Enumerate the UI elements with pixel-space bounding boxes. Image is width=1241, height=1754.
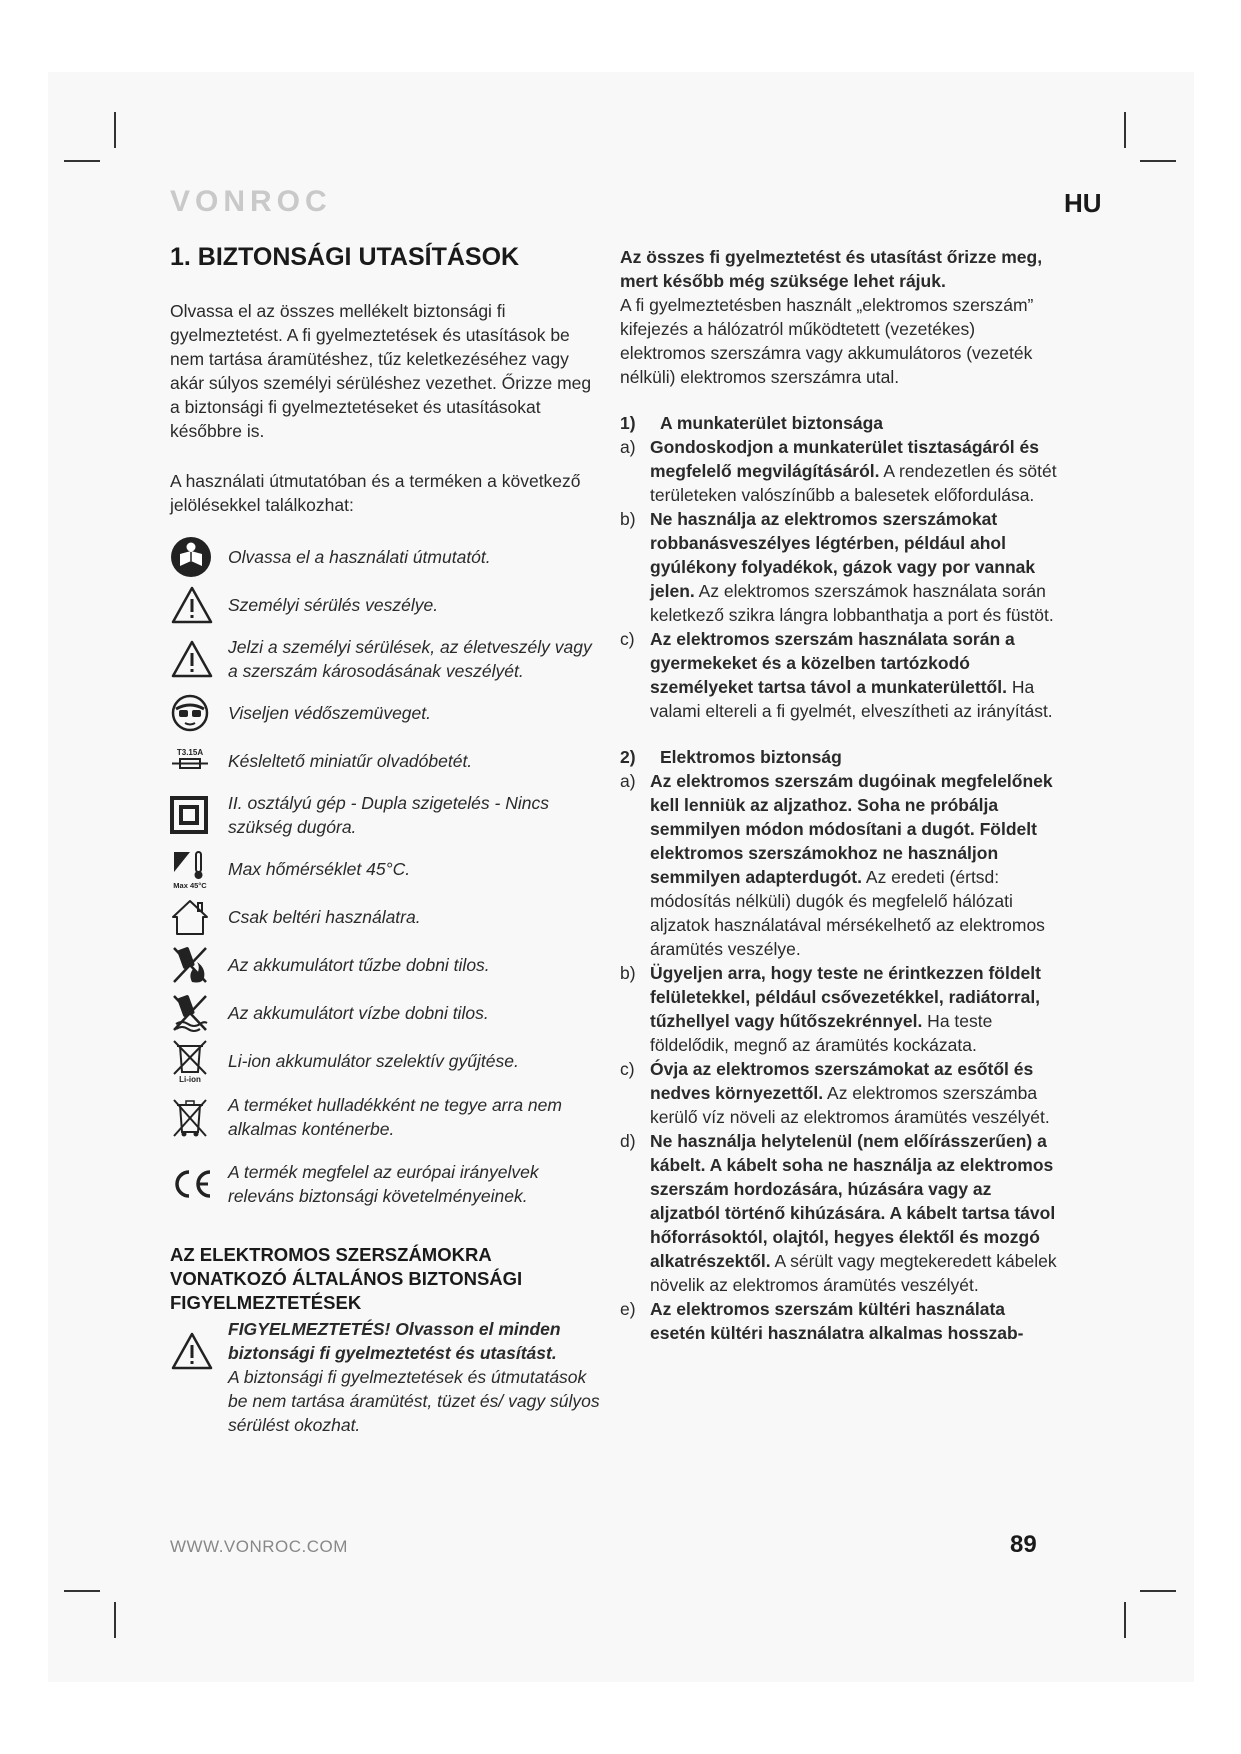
legend-text: Viseljen védőszemüveget. — [228, 703, 431, 723]
section-title: 1. BIZTONSÁGI UTASÍTÁSOK — [170, 243, 520, 271]
legend-text: Csak beltéri használatra. — [228, 907, 421, 927]
legend-item — [170, 785, 600, 845]
item-text: Az eredeti (értsd: módosítás nélküli) dugók és megfelelő hálózati aljzatok használatával mérsékelhető az elektromos áramütés veszélye. — [650, 867, 1045, 959]
li-ion-recycling-icon — [170, 1038, 210, 1084]
crop-mark-bottom-right-v — [1124, 1602, 1126, 1638]
legend-text: Max hőmérséklet 45°C. — [228, 859, 411, 879]
section-title: A munkaterület biztonsága — [660, 413, 883, 433]
item-bold: Az elektromos szerszám használata során a gyermekeket és a közelben tartózkodó személyeket tartsa távol a munkaterülettől. — [650, 629, 1015, 697]
legend-text: A terméket hulladékként ne tegye arra nem alkalmas konténerbe. — [228, 1095, 562, 1139]
footer-url: WWW.VONROC.COM — [170, 1537, 348, 1556]
item-marker: c) — [620, 1059, 635, 1079]
section-number: 1) — [620, 413, 636, 433]
legend-text: II. osztályú gép - Dupla szigetelés - Nincs szükség dugóra. — [228, 793, 549, 837]
item-text: Ha valami eltereli a fi gyelmét, elveszítheti az irányítást. — [650, 677, 1053, 721]
item-text: Ha teste földelődik, megnő az áramütés kockázata. — [650, 1011, 993, 1055]
item-bold: Ne használja az elektromos szerszámokat robbanásveszélyes légtérben, például ahol gyúlékony folyadékok, gázok vagy por vannak jelen. — [650, 509, 1036, 601]
language-code: HU — [1064, 188, 1102, 218]
left-column — [170, 245, 600, 1437]
crop-mark-bottom-left-h — [64, 1590, 100, 1592]
warning-body-text: A biztonsági fi gyelmeztetések és útmutatások be nem tartása áramütést, tüzet és/ vagy súlyos sérülést okozhat. — [228, 1367, 600, 1435]
legend-text: Az akkumulátort vízbe dobni tilos. — [228, 1003, 489, 1023]
item-bold: Óvja az elektromos szerszámokat az esőtől és nedves környezettől. — [650, 1059, 1034, 1103]
warning-triangle-icon — [170, 585, 214, 625]
warning-bold-text: FIGYELMEZTETÉS! Olvasson el minden biztonsági fi gyelmeztetést és utasítást. — [228, 1319, 561, 1363]
keep-instructions-text: A fi gyelmeztetésben használt „elektromos szerszám” kifejezés a hálózatról működtetett (vezetékes) elektromos szerszámra vagy akkumulátoros (vezeték nélküli) elektromos szerszámra utal. — [620, 295, 1034, 387]
item-text: Az elektromos szerszámba kerülő víz növeli az elektromos áramütés veszélyét. — [650, 1083, 1050, 1127]
legend-item — [170, 737, 600, 785]
read-manual-icon — [170, 536, 212, 578]
list-item — [620, 1297, 1060, 1345]
section-number: 2) — [620, 747, 636, 767]
list-item — [620, 1129, 1060, 1297]
right-column — [620, 245, 1060, 1345]
fuse-label: T3.15A — [176, 748, 204, 757]
list-item — [620, 1057, 1060, 1129]
item-marker: b) — [620, 509, 636, 529]
legend-item — [170, 1037, 600, 1085]
item-text: Az elektromos szerszámok használata során keletkező szikra lángra lobbanthatja a port és füstöt. — [650, 581, 1054, 625]
crop-mark-top-left-h — [64, 160, 100, 162]
item-bold: Az elektromos szerszám dugóinak megfelelőnek kell lenniük az aljzathoz. Soha ne próbálja semmilyen módon módosítani a dugót. Földelt elektromos szerszámokhoz ne használjon semmilyen adapterdugót. — [650, 771, 1053, 887]
legend-text: A termék megfelel az európai irányelvek releváns biztonsági követelményeinek. — [228, 1162, 539, 1206]
symbols-intro: A használati útmutatóban és a terméken a következő jelölésekkel találkozhat: — [170, 471, 581, 515]
legend-item — [170, 689, 600, 737]
legend-item — [170, 845, 600, 893]
item-marker: c) — [620, 629, 635, 649]
general-warnings-heading: AZ ELEKTROMOS SZERSZÁMOKRA VONATKOZÓ ÁLTALÁNOS BIZTONSÁGI FIGYELMEZTETÉSEK — [170, 1244, 523, 1313]
section-title: Elektromos biztonság — [660, 747, 842, 767]
legend-text: Olvassa el a használati útmutatót. — [228, 547, 491, 567]
indoor-use-icon — [170, 897, 210, 937]
crop-mark-bottom-left-v — [114, 1602, 116, 1638]
crop-mark-top-right-v — [1124, 112, 1126, 148]
item-bold: Ne használja helytelenül (nem előírásszerűen) a kábelt. A kábelt soha ne használja az elektromos szerszám hordozására, húzására vagy az aljzatból történő kihúzására. A kábelt tartsa távol hőforrásoktól, olajtól, hegyes élektől és mozgó alkatrészektől. — [650, 1131, 1056, 1271]
legend-item — [170, 581, 600, 629]
no-water-battery-icon — [170, 992, 210, 1034]
no-fire-battery-icon — [170, 944, 210, 986]
list-item — [620, 769, 1060, 961]
item-marker: d) — [620, 1131, 636, 1151]
legend-text: Késleltető miniatűr olvadóbetét. — [228, 751, 473, 771]
item-bold: Gondoskodjon a munkaterület tisztaságáról és megfelelő megvilágításáról. — [650, 437, 1039, 481]
fuse-icon — [170, 746, 210, 776]
brand-logo: VONROC — [170, 185, 332, 218]
legend-item — [170, 629, 600, 689]
list-item — [620, 961, 1060, 1057]
warning-triangle-icon — [170, 639, 214, 679]
section-heading-work-area — [620, 411, 1060, 435]
item-text: A sérült vagy megtekeredett kábelek növelik az elektromos áramütés veszélyét. — [650, 1251, 1057, 1295]
max-temperature-icon — [170, 848, 210, 890]
ce-mark-icon — [170, 1167, 214, 1201]
legend-item — [170, 1149, 600, 1219]
safety-goggles-icon — [170, 693, 210, 733]
legend-item — [170, 893, 600, 941]
page-number: 89 — [1010, 1531, 1037, 1558]
item-marker: a) — [620, 771, 636, 791]
crop-mark-top-left-v — [114, 112, 116, 148]
crop-mark-top-right-h — [1140, 160, 1176, 162]
item-marker: e) — [620, 1299, 636, 1319]
legend-text: Személyi sérülés veszélye. — [228, 595, 439, 615]
list-item — [620, 627, 1060, 723]
legend-item — [170, 1085, 600, 1149]
symbol-legend — [170, 533, 600, 1219]
list-item — [620, 507, 1060, 627]
list-item — [620, 435, 1060, 507]
item-text: A rendezetlen és sötét területeken valószínűbb a balesetek előfordulása. — [650, 461, 1057, 505]
crop-mark-bottom-right-h — [1140, 1590, 1176, 1592]
legend-item — [170, 533, 600, 581]
legend-item — [170, 989, 600, 1037]
crossed-bin-icon — [170, 1096, 210, 1138]
legend-text: Az akkumulátort tűzbe dobni tilos. — [228, 955, 490, 975]
general-warning-block — [170, 1317, 600, 1437]
item-marker: a) — [620, 437, 636, 457]
keep-instructions-bold: Az összes fi gyelmeztetést és utasítást őrizze meg, mert később még szüksége lehet rájuk. — [620, 247, 1043, 291]
legend-item — [170, 941, 600, 989]
liion-label: Li-ion — [179, 1075, 201, 1084]
legend-text: Li-ion akkumulátor szelektív gyűjtése. — [228, 1051, 519, 1071]
item-marker: b) — [620, 963, 636, 983]
section-heading-electrical — [620, 745, 1060, 769]
double-insulation-icon — [170, 796, 208, 834]
legend-text: Jelzi a személyi sérülések, az életveszély vagy a szerszám károsodásának veszélyét. — [228, 637, 592, 681]
item-bold: Az elektromos szerszám kültéri használata esetén kültéri használatra alkalmas hosszab- — [650, 1299, 1024, 1343]
item-bold: Ügyeljen arra, hogy teste ne érintkezzen földelt felületekkel, például csővezetékkel, radiátorral, tűzhellyel vagy hűtőszekrénnyel. — [650, 963, 1041, 1031]
temp-label: Max 45°C — [173, 881, 207, 890]
intro-paragraph: Olvassa el az összes mellékelt biztonsági fi gyelmeztetést. A fi gyelmeztetések és utasítások be nem tartása áramütéshez, tűz keletkezéséhez vagy akár súlyos személyi sérüléshez vezethet. Őrizze meg a biztonsági fi gyelmeztetéseket és utasításokat későbbre is. — [170, 301, 592, 441]
warning-triangle-icon — [170, 1331, 214, 1371]
